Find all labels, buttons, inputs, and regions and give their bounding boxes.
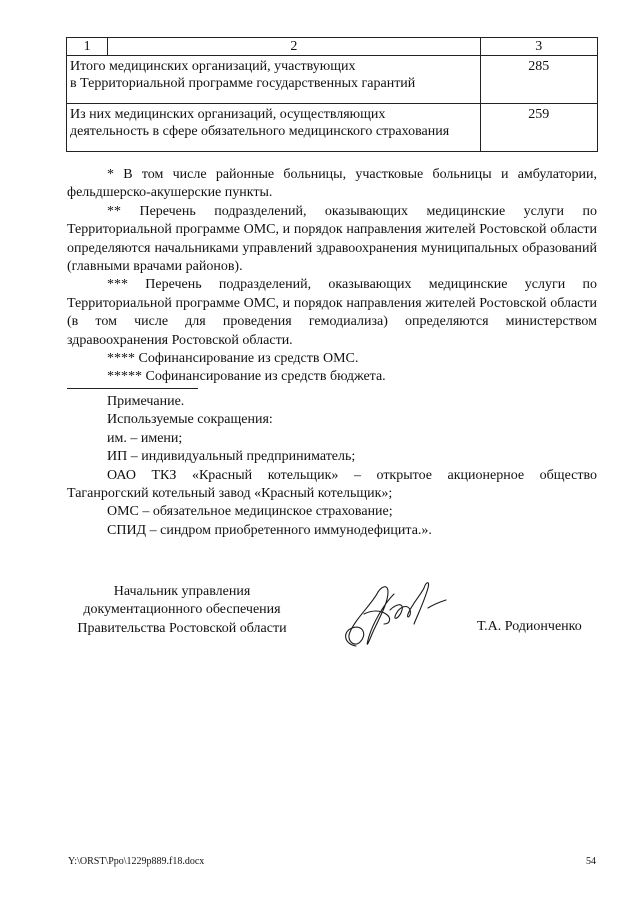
signatory-title-line: документационного обеспечения [83,602,281,618]
table-header-cell: 3 [480,38,597,56]
table-cell-description [67,104,481,152]
table-cell-description [67,56,481,104]
footnote: **** Софинансирование из средств ОМС. [107,351,359,367]
abbreviation-item: ОМС – обязательное медицинское страхование; [107,504,393,520]
separator-rule [67,388,198,389]
table-row [67,104,598,152]
table-cell-value: 259 [480,104,597,152]
table-cell-line: Итого медицинских организаций, участвующих [70,59,356,74]
abbreviation-item: ИП – индивидуальный предприниматель; [107,449,356,465]
footnote: ***** Софинансирование из средств бюджета. [107,369,386,385]
footnote: ** Перечень подразделений, оказывающих медицинские услуги по Территориальной программе ОМС, и порядок направления жителей Ростовской области определяются начальниками управлений здравоохранения муниципальных образований (главными врачами районов). [67,203,597,275]
table-cell-line: в Территориальной программе государственных гарантий [70,76,416,91]
signatory-title [62,583,302,638]
table-row [67,56,598,104]
remark-title: Примечание. [107,394,185,409]
footnote: * В том числе районные больницы, участковые больницы и амбулатории, фельдшерско-акушерские пункты. [67,167,597,201]
table-header-cell: 1 [67,38,108,56]
footnotes [67,166,597,387]
remark-section [67,393,597,540]
abbreviation-item: СПИД – синдром приобретенного иммунодефицита.». [107,522,432,538]
signatory-name: Т.А. Родионченко [477,619,582,634]
table-header-cell: 2 [108,38,480,56]
table-header-row [67,38,598,56]
handwritten-signature [338,574,456,654]
signatory-title-line: Правительства Ростовской области [77,620,287,636]
abbreviation-item: ОАО ТКЗ «Красный котельщик» – открытое акционерное общество Таганрогский котельный завод «Красный котельщик»; [67,467,597,502]
summary-table [66,37,598,152]
abbreviation-item: им. – имени; [107,430,183,446]
table-cell-line: деятельность в сфере обязательного медицинского страхования [70,124,450,139]
file-path: Y:\ORST\Ppo\1229p889.f18.docx [68,856,205,867]
page-number: 54 [586,856,596,867]
remark-subtitle: Используемые сокращения: [107,412,273,428]
table-cell-line: Из них медицинских организаций, осуществляющих [70,107,386,122]
footnote: *** Перечень подразделений, оказывающих медицинские услуги по Территориальной программе ОМС, и порядок направления жителей Ростовской области (в том числе для проведения гемодиализа) определяются министерством здравоохранения Ростовской области. [67,277,597,348]
table-cell-value: 285 [480,56,597,104]
signatory-title-line: Начальник управления [113,584,251,599]
